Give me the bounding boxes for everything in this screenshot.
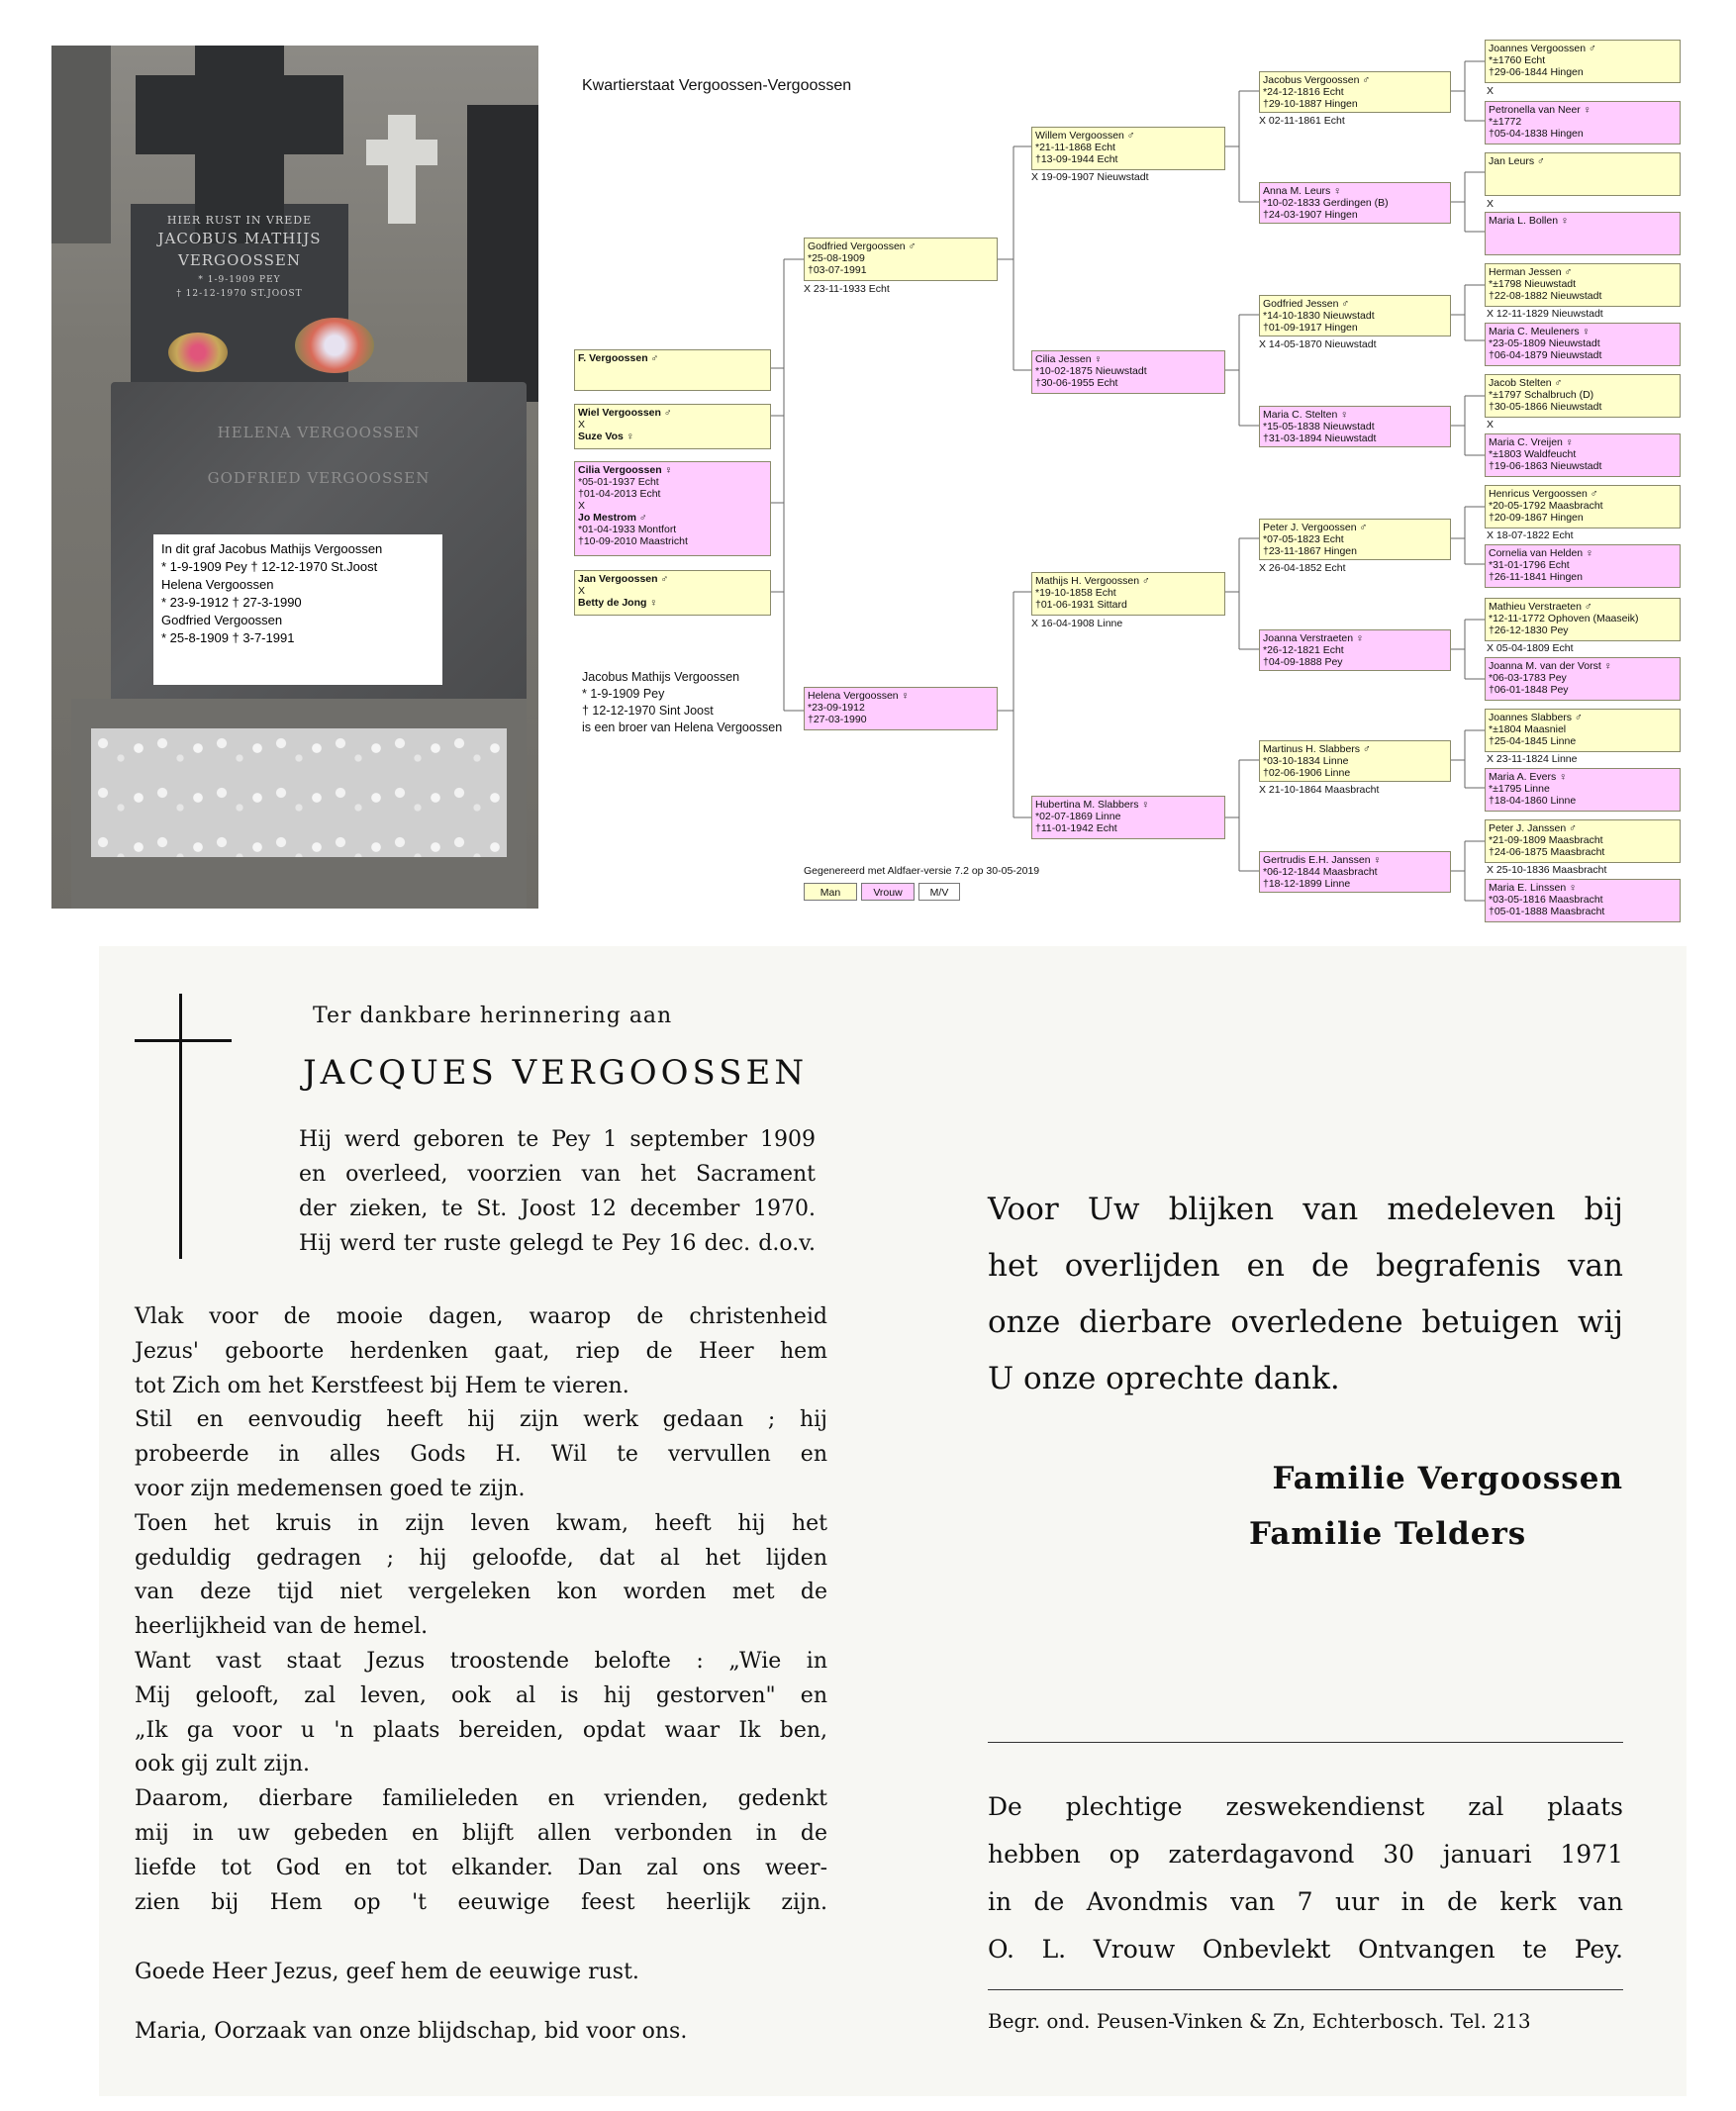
body-line: Jezus' geboorte herdenken gaat, riep de Heer hem xyxy=(135,1338,827,1364)
person-box xyxy=(1485,263,1681,307)
marriage-info: X 02-11-1861 Echt xyxy=(1259,115,1345,127)
person-box xyxy=(1031,350,1225,394)
bio-line: Hij werd geboren te Pey 1 september 1909 xyxy=(299,1127,816,1152)
person-name: Willem Vergoossen ♂ xyxy=(1035,130,1135,142)
birth: *02-07-1869 Linne xyxy=(1035,811,1121,822)
person-name: Jacobus Vergoossen ♂ xyxy=(1263,74,1371,86)
stone-line: VERGOOSSEN xyxy=(177,251,302,269)
person-name: Maria C. Stelten ♀ xyxy=(1263,409,1349,421)
bio-line: der zieken, te St. Joost 12 december 1970. xyxy=(299,1197,816,1221)
death: †05-01-1888 Maasbracht xyxy=(1489,906,1605,917)
marriage-info: X 18-07-1822 Echt xyxy=(1487,529,1574,541)
person-box xyxy=(1485,544,1681,588)
birth: *23-05-1809 Nieuwstadt xyxy=(1489,337,1600,349)
sibling-box xyxy=(574,404,771,449)
thanks-line: het overlijden en de begrafenis van xyxy=(988,1248,1623,1284)
death: †11-01-1942 Echt xyxy=(1035,822,1117,834)
birth: *25-08-1909 xyxy=(808,252,865,264)
person-name: Jacob Stelten ♂ xyxy=(1489,377,1563,389)
death: †02-06-1906 Linne xyxy=(1263,767,1351,779)
stone-line: JACOBUS MATHIJS xyxy=(157,230,322,247)
card-prayer: Maria, Oorzaak van onze blijdschap, bid voor ons. xyxy=(135,2019,688,2044)
memorial-card xyxy=(99,946,1687,2096)
card-bio xyxy=(299,1122,816,1261)
caption-line: * 1-9-1909 Pey † 12-12-1970 St.Joost xyxy=(161,559,378,574)
body-line: heerlijkheid van de hemel. xyxy=(135,1614,429,1640)
service-line: De plechtige zeswekendienst zal plaats xyxy=(988,1792,1623,1821)
person-box xyxy=(1485,768,1681,812)
person-box xyxy=(1259,851,1451,893)
bio-line: Hij werd ter ruste gelegd te Pey 16 dec. d.o.v. xyxy=(299,1231,816,1256)
card-undertaker: Begr. ond. Peusen-Vinken & Zn, Echterbosch. Tel. 213 xyxy=(988,2009,1531,2033)
person-box xyxy=(1485,709,1681,752)
person-name: Joannes Vergoossen ♂ xyxy=(1489,43,1596,54)
death: †26-11-1841 Hingen xyxy=(1489,571,1583,583)
person-name: Peter J. Vergoossen ♂ xyxy=(1263,522,1368,533)
person-name: Maria C. Vreijen ♀ xyxy=(1489,436,1574,448)
birth: *14-10-1830 Nieuwstadt xyxy=(1263,310,1375,322)
person-name: Joanna Verstraeten ♀ xyxy=(1263,632,1364,644)
death: †25-04-1845 Linne xyxy=(1489,735,1577,747)
body-line: Daarom, dierbare familieleden en vrienden, gedenkt xyxy=(135,1786,827,1812)
birth: *±1797 Schalbruch (D) xyxy=(1489,389,1594,401)
person-box xyxy=(1485,374,1681,418)
person-name: Mathieu Verstraeten ♂ xyxy=(1489,601,1592,613)
person-box xyxy=(1485,485,1681,528)
note-line: is een broer van Helena Vergoossen xyxy=(582,720,783,734)
body-line: van deze tijd niet vergeleken kon worden met de xyxy=(135,1580,827,1605)
marriage-info: X 23-11-1933 Echt xyxy=(804,283,890,295)
death: †31-03-1894 Nieuwstadt xyxy=(1263,432,1377,444)
caption-line: In dit graf Jacobus Mathijs Vergoossen xyxy=(161,541,383,556)
note-line: † 12-12-1970 Sint Joost xyxy=(582,704,714,718)
person-box xyxy=(1485,657,1681,701)
person-box xyxy=(1259,629,1451,671)
caption-line: Helena Vergoossen xyxy=(161,577,274,592)
death: †06-01-1848 Pey xyxy=(1489,684,1569,696)
person-box xyxy=(1031,127,1225,170)
birth: *20-05-1792 Maasbracht xyxy=(1489,500,1603,512)
stone-line: HIER RUST IN VREDE xyxy=(166,214,313,227)
body-line: voor zijn medemensen goed te zijn. xyxy=(135,1476,526,1501)
death: †10-09-2010 Maastricht xyxy=(578,535,688,547)
sibling-box xyxy=(574,461,771,556)
person-box xyxy=(1485,101,1681,144)
birth: *31-01-1796 Echt xyxy=(1489,559,1570,571)
death: †24-03-1907 Hingen xyxy=(1263,209,1358,221)
body-line: Stil en eenvoudig heeft hij zijn werk gedaan ; hij xyxy=(135,1407,827,1433)
birth: *24-12-1816 Echt xyxy=(1263,86,1344,98)
birth: *26-12-1821 Echt xyxy=(1263,644,1344,656)
birth: *±1803 Waldfeucht xyxy=(1489,448,1577,460)
death: †20-09-1867 Hingen xyxy=(1489,512,1584,524)
body-line: zien bij Hem op 't eeuwige feest heerlijk zijn. xyxy=(135,1889,827,1915)
card-intro: Ter dankbare herinnering aan xyxy=(313,1004,673,1028)
marriage-info: X 26-04-1852 Echt xyxy=(1259,562,1346,574)
person-box xyxy=(1485,433,1681,477)
person-name: Jan Vergoossen ♂ xyxy=(578,573,669,585)
birth: *06-12-1844 Maasbracht xyxy=(1263,866,1378,878)
card-prayer: Goede Heer Jezus, geef hem de eeuwige rust. xyxy=(135,1960,639,1984)
death: †18-12-1899 Linne xyxy=(1263,878,1351,890)
birth: *±1798 Nieuwstadt xyxy=(1489,278,1577,290)
pedigree-connectors xyxy=(0,0,1736,950)
body-line: ook gij zult zijn. xyxy=(135,1752,310,1777)
service-line: hebben op zaterdagavond 30 januari 1971 xyxy=(988,1840,1623,1869)
death: †30-05-1866 Nieuwstadt xyxy=(1489,401,1602,413)
body-line: Toen het kruis in zijn leven kwam, heeft hij het xyxy=(135,1510,827,1536)
person-box xyxy=(1259,406,1451,447)
legend-vrouw: Vrouw xyxy=(861,883,915,901)
person-box xyxy=(1485,212,1681,255)
person-name: Cilia Jessen ♀ xyxy=(1035,353,1103,365)
note-line: * 1-9-1909 Pey xyxy=(582,687,665,701)
person-name: Herman Jessen ♂ xyxy=(1489,266,1573,278)
birth: *23-09-1912 xyxy=(808,702,865,714)
person-name: Maria C. Meuleners ♀ xyxy=(1489,326,1591,337)
death: †29-10-1887 Hingen xyxy=(1263,98,1358,110)
death: †06-04-1879 Nieuwstadt xyxy=(1489,349,1602,361)
person-box xyxy=(1485,879,1681,922)
person-name: Joanna M. van der Vorst ♀ xyxy=(1489,660,1612,672)
person-name: Hubertina M. Slabbers ♀ xyxy=(1035,799,1150,811)
birth: *21-09-1809 Maasbracht xyxy=(1489,834,1603,846)
thanks-line: U onze oprechte dank. xyxy=(988,1361,1340,1396)
body-line: liefde tot God en tot elkander. Dan zal ons weer- xyxy=(135,1855,827,1880)
marriage-info: X 23-11-1824 Linne xyxy=(1487,753,1578,765)
person-name: Petronella van Neer ♀ xyxy=(1489,104,1591,116)
card-body xyxy=(135,1300,827,1920)
marriage-mark: X xyxy=(578,419,586,431)
death: †13-09-1944 Echt xyxy=(1035,153,1118,165)
cross-icon-bar xyxy=(135,1039,232,1042)
card-family: Familie Telders xyxy=(1249,1516,1527,1552)
person-name: Godfried Jessen ♂ xyxy=(1263,298,1350,310)
body-line: Mij gelooft, zal leven, ook al is hij gestorven" en xyxy=(135,1682,827,1708)
cross-icon xyxy=(179,994,182,1259)
person-box xyxy=(1259,71,1451,113)
person-name: Godfried Vergoossen ♂ xyxy=(808,240,916,252)
birth: *±1804 Maasniel xyxy=(1489,723,1567,735)
body-line: „Ik ga voor u 'n plaats bereiden, opdat waar Ik ben, xyxy=(135,1717,827,1743)
person-name: Anna M. Leurs ♀ xyxy=(1263,185,1342,197)
person-box xyxy=(1259,182,1451,224)
card-name: JACQUES VERGOOSSEN xyxy=(303,1053,809,1093)
relation-note xyxy=(582,669,782,736)
marriage-info: X xyxy=(1487,85,1495,97)
person-name: Maria A. Evers ♀ xyxy=(1489,771,1568,783)
person-box xyxy=(1485,40,1681,83)
caption-line: * 23-9-1912 † 27-3-1990 xyxy=(161,595,302,610)
slab-line: GODFRIED VERGOOSSEN xyxy=(207,469,431,487)
person-name: Martinus H. Slabbers ♂ xyxy=(1263,743,1371,755)
birth: *07-05-1823 Echt xyxy=(1263,533,1344,545)
death: †03-07-1991 xyxy=(808,264,867,276)
marriage-mark: X xyxy=(578,500,586,512)
body-line: Vlak voor de mooie dagen, waarop de christenheid xyxy=(135,1304,827,1329)
person-name: Cornelia van Helden ♀ xyxy=(1489,547,1593,559)
birth: *21-11-1868 Echt xyxy=(1035,142,1115,153)
person-box xyxy=(1259,519,1451,560)
death: †24-06-1875 Maasbracht xyxy=(1489,846,1605,858)
person-box xyxy=(804,238,998,281)
sibling-box xyxy=(574,570,771,616)
card-service xyxy=(988,1783,1623,1973)
death: †30-06-1955 Echt xyxy=(1035,377,1118,389)
body-line: geduldig gedragen ; hij geloofde, dat al het lijden xyxy=(135,1545,827,1571)
bio-line: en overleed, voorzien van het Sacrament xyxy=(299,1162,816,1187)
death: †05-04-1838 Hingen xyxy=(1489,128,1584,140)
person-name: Mathijs H. Vergoossen ♂ xyxy=(1035,575,1150,587)
marriage-info: X 21-10-1864 Maasbracht xyxy=(1259,784,1380,796)
person-name: Joannes Slabbers ♂ xyxy=(1489,712,1583,723)
person-name: Gertrudis E.H. Janssen ♀ xyxy=(1263,854,1382,866)
birth: *01-04-1933 Montfort xyxy=(578,524,677,535)
slab-line: HELENA VERGOOSSEN xyxy=(217,424,421,441)
stone-line: * 1-9-1909 PEY xyxy=(198,275,281,285)
death: †27-03-1990 xyxy=(808,714,867,725)
person-name: F. Vergoossen ♂ xyxy=(578,352,659,364)
death: †01-04-2013 Echt xyxy=(578,488,661,500)
marriage-info: X 25-10-1836 Maasbracht xyxy=(1487,864,1607,876)
marriage-info: X 14-05-1870 Nieuwstadt xyxy=(1259,338,1377,350)
card-thanks xyxy=(988,1182,1623,1407)
body-line: Want vast staat Jezus troostende belofte : „Wie in xyxy=(135,1648,827,1674)
person-box xyxy=(1485,152,1681,196)
person-box xyxy=(1485,598,1681,641)
marriage-info: X 19-09-1907 Nieuwstadt xyxy=(1031,171,1149,183)
person-box xyxy=(1259,295,1451,336)
body-line: mij in uw gebeden en blijft allen verbonden in de xyxy=(135,1820,827,1846)
person-box xyxy=(804,687,998,730)
death: †18-04-1860 Linne xyxy=(1489,795,1577,807)
birth: *±1772 xyxy=(1489,116,1522,128)
person-name: Jan Leurs ♂ xyxy=(1489,155,1545,167)
divider xyxy=(988,1742,1623,1743)
birth: *±1795 Linne xyxy=(1489,783,1550,795)
spouse-name: Suze Vos ♀ xyxy=(578,431,634,442)
service-line: in de Avondmis van 7 uur in de kerk van xyxy=(988,1887,1623,1916)
service-line: O. L. Vrouw Onbevlekt Ontvangen te Pey. xyxy=(988,1935,1623,1964)
birth: *10-02-1833 Gerdingen (B) xyxy=(1263,197,1389,209)
person-box xyxy=(1485,819,1681,863)
note-line: Jacobus Mathijs Vergoossen xyxy=(582,670,740,684)
person-name: Cilia Vergoossen ♀ xyxy=(578,464,673,476)
card-family: Familie Vergoossen xyxy=(1272,1461,1623,1496)
birth: *12-11-1772 Ophoven (Maaseik) xyxy=(1489,613,1639,624)
caption-line: * 25-8-1909 † 3-7-1991 xyxy=(161,630,295,645)
person-box xyxy=(1031,572,1225,616)
birth: *19-10-1858 Echt xyxy=(1035,587,1116,599)
person-box xyxy=(1485,323,1681,366)
marriage-info: X xyxy=(1487,198,1495,210)
person-name: Peter J. Janssen ♂ xyxy=(1489,822,1577,834)
marriage-info: X 05-04-1809 Echt xyxy=(1487,642,1574,654)
person-name: Wiel Vergoossen ♂ xyxy=(578,407,672,419)
thanks-line: onze dierbare overledene betuigen wij xyxy=(988,1304,1623,1340)
person-box xyxy=(1259,740,1451,782)
chart-title: Kwartierstaat Vergoossen-Vergoossen xyxy=(582,77,852,94)
person-name: Henricus Vergoossen ♂ xyxy=(1489,488,1598,500)
death: †19-06-1863 Nieuwstadt xyxy=(1489,460,1602,472)
birth: *06-03-1783 Pey xyxy=(1489,672,1567,684)
person-name: Maria E. Linssen ♀ xyxy=(1489,882,1577,894)
body-line: probeerde in alles Gods H. Wil te vervullen en xyxy=(135,1442,827,1468)
marriage-mark: X xyxy=(578,585,586,597)
spouse-name: Betty de Jong ♀ xyxy=(578,597,658,609)
person-name: Maria L. Bollen ♀ xyxy=(1489,215,1569,227)
birth: *10-02-1875 Nieuwstadt xyxy=(1035,365,1147,377)
birth: *±1760 Echt xyxy=(1489,54,1546,66)
death: †23-11-1867 Hingen xyxy=(1263,545,1357,557)
birth: *03-05-1816 Maasbracht xyxy=(1489,894,1603,906)
legend-man: Man xyxy=(804,883,857,901)
person-box xyxy=(1031,796,1225,839)
sibling-box xyxy=(574,349,771,391)
divider xyxy=(988,1989,1623,1990)
legend-mv: M/V xyxy=(918,883,960,901)
person-name: Helena Vergoossen ♀ xyxy=(808,690,910,702)
death: †29-06-1844 Hingen xyxy=(1489,66,1584,78)
marriage-info: X 12-11-1829 Nieuwstadt xyxy=(1487,308,1603,320)
generated-note: Gegenereerd met Aldfaer-versie 7.2 op 30-05-2019 xyxy=(804,865,1040,877)
marriage-info: X xyxy=(1487,419,1495,431)
death: †04-09-1888 Pey xyxy=(1263,656,1343,668)
marriage-info: X 16-04-1908 Linne xyxy=(1031,618,1123,629)
body-line: tot Zich om het Kerstfeest bij Hem te vieren. xyxy=(135,1373,629,1398)
birth: *05-01-1937 Echt xyxy=(578,476,659,488)
caption-line: Godfried Vergoossen xyxy=(161,613,283,627)
spouse-name: Jo Mestrom ♂ xyxy=(578,512,647,524)
stone-line: † 12-12-1970 ST.JOOST xyxy=(176,289,303,299)
death: †01-06-1931 Sittard xyxy=(1035,599,1127,611)
birth: *03-10-1834 Linne xyxy=(1263,755,1349,767)
death: †26-12-1830 Pey xyxy=(1489,624,1569,636)
birth: *15-05-1838 Nieuwstadt xyxy=(1263,421,1375,432)
thanks-line: Voor Uw blijken van medeleven bij xyxy=(988,1192,1623,1227)
death: †01-09-1917 Hingen xyxy=(1263,322,1358,334)
death: †22-08-1882 Nieuwstadt xyxy=(1489,290,1602,302)
